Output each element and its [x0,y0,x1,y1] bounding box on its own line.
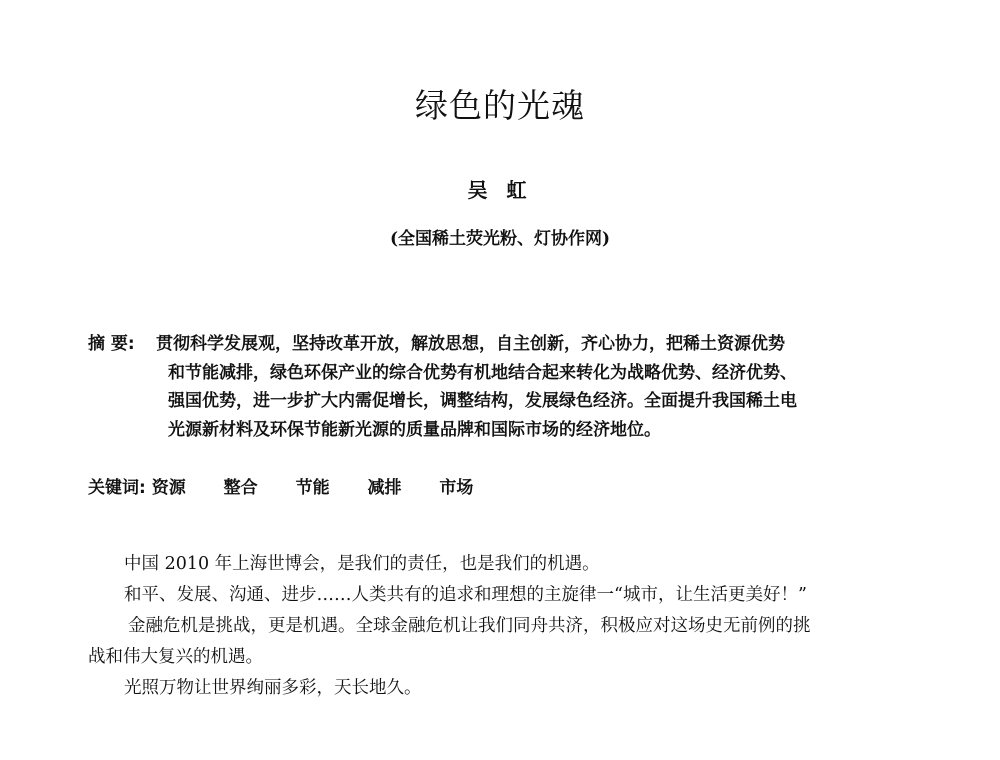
keyword: 整合 [223,478,258,498]
keyword: 市场 [439,478,474,498]
body-paragraph: 战和伟大复兴的机遇。 [88,647,263,667]
abstract-line: 光源新材料及环保节能新光源的质量品牌和国际市场的经济地位。 [168,419,661,440]
author-name: 吴 虹 [467,178,533,202]
body-text [88,549,928,704]
author-affiliation: (全国稀土荧光粉、灯协作网) [389,229,611,249]
keyword: 节能 [295,478,330,498]
body-paragraph: 金融危机是挑战，更是机遇。全球金融危机让我们同舟共济，积极应对这场史无前例的挑 [128,616,811,636]
keywords-label: 关键词: [88,478,146,498]
keywords-line [88,474,505,502]
abstract-label: 摘 要: [88,334,135,354]
abstract-line: 和节能减排，绿色环保产业的综合优势有机地结合起来转化为战略优势、经济优势、 [168,362,797,383]
body-paragraph: 和平、发展、沟通、进步……人类共有的追求和理想的主旋律一“城市，让生活更美好！” [124,585,807,605]
keyword: 资源 [151,478,186,498]
abstract-block [88,330,918,444]
keyword: 减排 [367,478,402,498]
paper-title: 绿色的光魂 [415,86,585,125]
body-paragraph: 光照万物让世界绚丽多彩，天长地久。 [124,678,422,698]
abstract-line: 贯彻科学发展观，坚持改革开放，解放思想，自主创新，齐心协力，把稀土资源优势 [156,334,785,354]
body-paragraph: 中国 2010 年上海世博会，是我们的责任，也是我们的机遇。 [124,554,600,574]
abstract-line: 强国优势，进一步扩大内需促增长，调整结构，发展绿色经济。全面提升我国稀土电 [168,391,797,411]
